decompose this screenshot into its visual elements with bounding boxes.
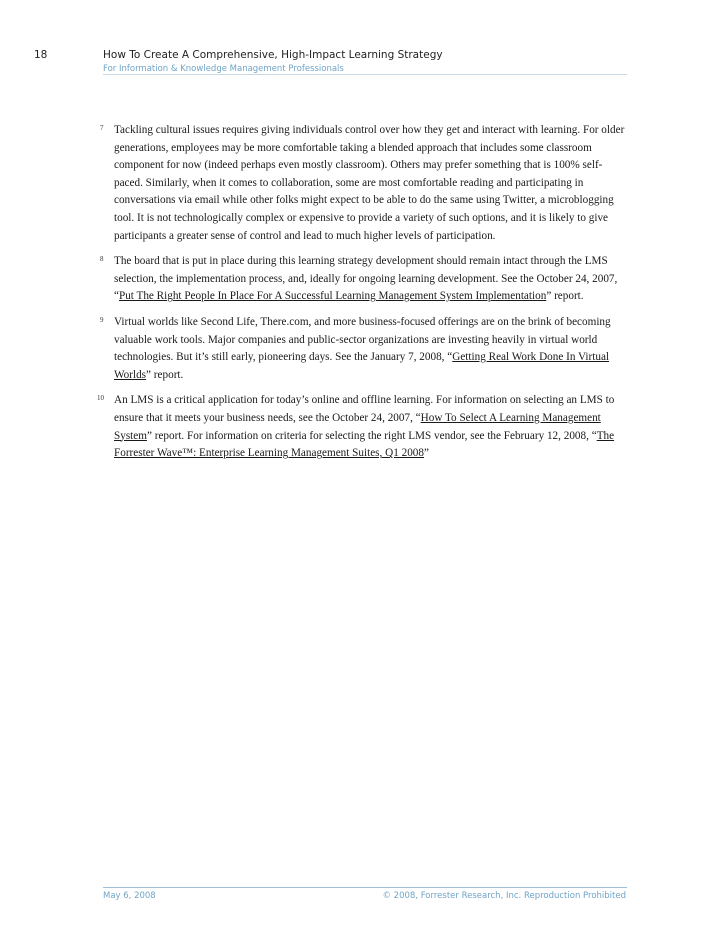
endnote-text: Tackling cultural issues requires giving individuals control over how they get and interact with learning. For older generations, employees may be more comfortable taking a blended approach that includes some classroom component for now (indeed perhaps even mostly classroom). Others may prefer something that is 100% self-paced. Similarly, when it comes to collaboration, some are most comfortable reading and participating in conversations via email while other folks might expect to be able to do the same using Twitter, a microblogging tool. It is not technologically complex or expensive to provide a variety of such options, and it is likely to give participants a greater sense of control and lead to much higher levels of participation. bbox=[114, 124, 625, 242]
endnote-text-middle: ” report. For information on criteria for selecting the right LMS vendor, see the February 12, 2008, “ bbox=[146, 429, 597, 442]
footer-date: May 6, 2008 bbox=[103, 891, 156, 901]
report-link-forrester-wave[interactable]: The Forrester Wave™: Enterprise Learning Management Suites, Q1 2008 bbox=[114, 429, 615, 460]
endnote-text: An LMS is a critical application for today’s online and offline learning. For information on selecting an LMS to ensure that it meets your business needs, see the October 24, 2007, “ bbox=[114, 394, 615, 424]
page-number: 18 bbox=[34, 49, 48, 61]
report-link-virtual-worlds[interactable]: Getting Real Work Done In Virtual Worlds bbox=[114, 351, 610, 381]
endnote-8 bbox=[100, 253, 630, 306]
endnote-text-tail: ” report. bbox=[546, 290, 584, 303]
endnote-number: 7 bbox=[100, 124, 104, 132]
endnote-9 bbox=[100, 314, 630, 384]
header-subtitle: For Information & Knowledge Management Professionals bbox=[103, 64, 344, 74]
endnote-text-tail: ” bbox=[423, 447, 429, 460]
endnote-text: The board that is put in place during this learning strategy development should remain intact through the LMS selection, the implementation process, and, ideally for ongoing learning development. See the October 24, 2007, “ bbox=[114, 255, 618, 303]
report-link-select-lms[interactable]: How To Select A Learning Management System bbox=[114, 411, 601, 442]
footer-copyright: © 2008, Forrester Research, Inc. Reproduction Prohibited bbox=[382, 891, 626, 901]
endnote-number: 8 bbox=[100, 255, 104, 264]
report-link-right-people[interactable]: Put The Right People In Place For A Successful Learning Management System Implementation bbox=[118, 290, 547, 303]
endnote-10 bbox=[97, 392, 630, 462]
endnotes-list bbox=[97, 122, 630, 471]
endnote-number: 9 bbox=[100, 315, 104, 324]
endnote-text: Virtual worlds like Second Life, There.com, and more business-focused offerings are on the brink of becoming valuable work tools. Major companies and public-sector organizations are investing heavily in virtual world technologies. But it’s still early, pioneering days. See the January 7, 2008, “ bbox=[114, 315, 611, 364]
endnote-number: 10 bbox=[97, 394, 104, 403]
footer-divider bbox=[103, 887, 627, 888]
header-divider bbox=[103, 74, 627, 75]
endnote-7 bbox=[100, 122, 630, 245]
header-title: How To Create A Comprehensive, High-Impact Learning Strategy bbox=[103, 49, 443, 61]
running-header bbox=[103, 48, 627, 75]
endnote-text-tail: ” report. bbox=[146, 368, 184, 381]
